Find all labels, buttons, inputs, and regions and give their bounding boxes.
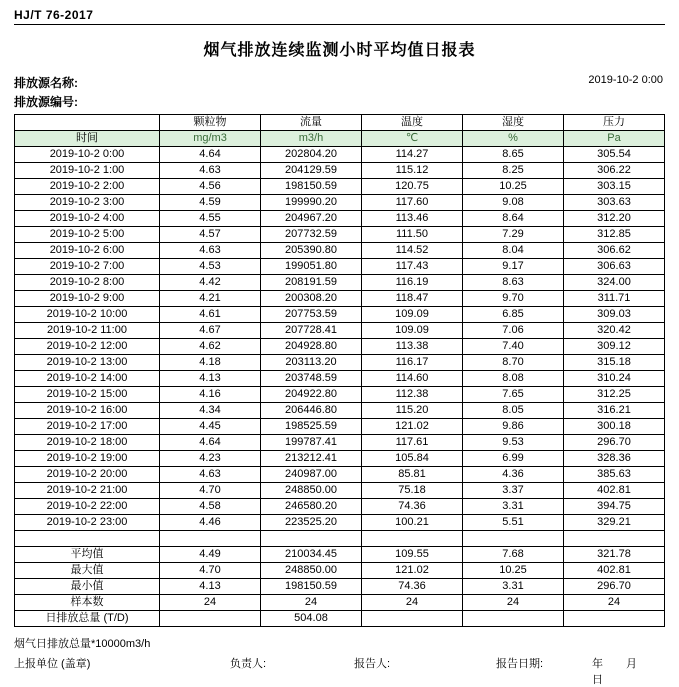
footer-responsible: 负责人: [230,658,267,670]
table-row [15,467,665,483]
row-value-3: 117.43 [362,259,463,275]
column-header-2: 流量 [261,115,362,131]
row-time: 2019-10-2 11:00 [15,323,160,339]
row-value-2: 205390.80 [261,243,362,259]
row-value-4: 3.37 [463,483,564,499]
row-time: 2019-10-2 10:00 [15,307,160,323]
row-time: 2019-10-2 14:00 [15,371,160,387]
row-time: 2019-10-2 8:00 [15,275,160,291]
row-value-1: 4.63 [160,163,261,179]
table-unit-row [15,131,665,147]
row-time: 2019-10-2 23:00 [15,515,160,531]
row-time: 2019-10-2 7:00 [15,259,160,275]
row-value-4: 8.05 [463,403,564,419]
row-value-2: 223525.20 [261,515,362,531]
table-header-row [15,115,665,131]
summary-value-3: 109.55 [362,547,463,563]
row-value-2: 207728.41 [261,323,362,339]
row-value-2: 203113.20 [261,355,362,371]
row-value-5: 394.75 [564,499,665,515]
table-row [15,387,665,403]
summary-row [15,563,665,579]
row-value-3: 100.21 [362,515,463,531]
row-value-2: 248850.00 [261,483,362,499]
row-time: 2019-10-2 15:00 [15,387,160,403]
table-row [15,339,665,355]
header-corner-cell [15,115,160,131]
row-time: 2019-10-2 13:00 [15,355,160,371]
row-value-5: 300.18 [564,419,665,435]
row-value-1: 4.23 [160,451,261,467]
row-value-1: 4.70 [160,483,261,499]
summary-label: 平均值 [15,547,160,563]
row-value-1: 4.53 [160,259,261,275]
header-divider [14,24,665,25]
row-value-4: 10.25 [463,179,564,195]
row-value-4: 8.65 [463,147,564,163]
table-spacer-row [15,531,665,547]
row-value-5: 316.21 [564,403,665,419]
row-value-5: 309.12 [564,339,665,355]
row-value-1: 4.63 [160,467,261,483]
table-row [15,371,665,387]
row-value-3: 118.47 [362,291,463,307]
row-value-2: 200308.20 [261,291,362,307]
row-value-1: 4.42 [160,275,261,291]
row-time: 2019-10-2 20:00 [15,467,160,483]
row-value-4: 3.31 [463,499,564,515]
row-value-5: 311.71 [564,291,665,307]
row-value-3: 75.18 [362,483,463,499]
row-value-5: 320.42 [564,323,665,339]
row-time: 2019-10-2 3:00 [15,195,160,211]
daily-total-value-4 [463,611,564,627]
summary-value-4: 10.25 [463,563,564,579]
row-value-1: 4.56 [160,179,261,195]
row-value-4: 9.53 [463,435,564,451]
table-row [15,291,665,307]
row-value-3: 105.84 [362,451,463,467]
row-value-2: 198525.59 [261,419,362,435]
summary-value-2: 210034.45 [261,547,362,563]
summary-value-3: 121.02 [362,563,463,579]
table-row [15,179,665,195]
row-value-3: 114.60 [362,371,463,387]
row-value-3: 115.12 [362,163,463,179]
row-value-5: 315.18 [564,355,665,371]
row-value-4: 5.51 [463,515,564,531]
row-value-3: 121.02 [362,419,463,435]
table-row [15,227,665,243]
summary-value-3: 74.36 [362,579,463,595]
row-value-3: 113.38 [362,339,463,355]
row-value-4: 8.70 [463,355,564,371]
row-value-3: 74.36 [362,499,463,515]
summary-value-1: 24 [160,595,261,611]
row-value-4: 7.06 [463,323,564,339]
summary-value-1: 4.70 [160,563,261,579]
table-row [15,451,665,467]
row-value-3: 115.20 [362,403,463,419]
table-row [15,195,665,211]
daily-total-value-3 [362,611,463,627]
spacer-cell [564,531,665,547]
row-value-3: 114.52 [362,243,463,259]
row-value-5: 402.81 [564,483,665,499]
row-value-1: 4.55 [160,211,261,227]
summary-value-3: 24 [362,595,463,611]
row-value-5: 329.21 [564,515,665,531]
row-value-1: 4.59 [160,195,261,211]
row-value-4: 9.08 [463,195,564,211]
summary-row [15,579,665,595]
summary-label: 最大值 [15,563,160,579]
row-time: 2019-10-2 17:00 [15,419,160,435]
row-value-1: 4.21 [160,291,261,307]
row-value-5: 296.70 [564,435,665,451]
row-value-5: 385.63 [564,467,665,483]
row-value-3: 116.17 [362,355,463,371]
row-value-3: 114.27 [362,147,463,163]
row-value-4: 4.36 [463,467,564,483]
row-value-1: 4.46 [160,515,261,531]
table-row [15,163,665,179]
source-id-label: 排放源编号: [14,95,78,109]
row-value-1: 4.18 [160,355,261,371]
row-value-3: 120.75 [362,179,463,195]
row-value-2: 198150.59 [261,179,362,195]
row-value-4: 6.99 [463,451,564,467]
row-value-1: 4.58 [160,499,261,515]
row-time: 2019-10-2 12:00 [15,339,160,355]
row-value-4: 7.29 [463,227,564,243]
summary-value-5: 402.81 [564,563,665,579]
source-name-label: 排放源名称: [14,76,78,90]
table-row [15,355,665,371]
row-value-5: 306.62 [564,243,665,259]
row-value-2: 204967.20 [261,211,362,227]
row-value-1: 4.64 [160,147,261,163]
row-value-3: 117.61 [362,435,463,451]
row-value-3: 116.19 [362,275,463,291]
spacer-cell [463,531,564,547]
row-value-4: 9.70 [463,291,564,307]
row-value-2: 199787.41 [261,435,362,451]
daily-total-row [15,611,665,627]
row-value-1: 4.16 [160,387,261,403]
row-value-3: 113.46 [362,211,463,227]
row-value-1: 4.45 [160,419,261,435]
table-row [15,307,665,323]
row-value-2: 204928.80 [261,339,362,355]
summary-value-1: 4.13 [160,579,261,595]
row-value-3: 112.38 [362,387,463,403]
row-value-3: 111.50 [362,227,463,243]
row-value-4: 8.04 [463,243,564,259]
row-value-5: 309.03 [564,307,665,323]
column-unit-4: % [463,131,564,147]
row-value-2: 208191.59 [261,275,362,291]
row-value-5: 328.36 [564,451,665,467]
footer [14,635,665,686]
daily-total-value-5 [564,611,665,627]
row-value-4: 6.85 [463,307,564,323]
row-value-2: 206446.80 [261,403,362,419]
row-time: 2019-10-2 18:00 [15,435,160,451]
footer-note: 烟气日排放总量*10000m3/h [14,638,151,650]
row-value-4: 8.25 [463,163,564,179]
footer-report-date: 报告日期: [496,658,544,670]
row-value-2: 203748.59 [261,371,362,387]
column-unit-3: ℃ [362,131,463,147]
row-value-1: 4.64 [160,435,261,451]
row-value-4: 7.40 [463,339,564,355]
row-value-5: 303.15 [564,179,665,195]
row-value-5: 306.22 [564,163,665,179]
summary-label: 样本数 [15,595,160,611]
summary-value-5: 321.78 [564,547,665,563]
column-unit-2: m3/h [261,131,362,147]
summary-value-4: 24 [463,595,564,611]
column-header-1: 颗粒物 [160,115,261,131]
row-value-5: 324.00 [564,275,665,291]
table-row [15,483,665,499]
row-value-2: 207732.59 [261,227,362,243]
column-header-3: 温度 [362,115,463,131]
row-value-2: 202804.20 [261,147,362,163]
row-time: 2019-10-2 1:00 [15,163,160,179]
summary-value-2: 198150.59 [261,579,362,595]
table-row [15,147,665,163]
table-row [15,419,665,435]
table-row [15,243,665,259]
row-value-1: 4.62 [160,339,261,355]
summary-value-2: 24 [261,595,362,611]
table-row [15,499,665,515]
summary-row [15,547,665,563]
measurements-table [14,114,665,627]
row-value-5: 305.54 [564,147,665,163]
row-value-2: 246580.20 [261,499,362,515]
row-value-3: 117.60 [362,195,463,211]
table-row [15,259,665,275]
row-value-3: 85.81 [362,467,463,483]
row-value-4: 8.64 [463,211,564,227]
summary-row [15,595,665,611]
table-row [15,211,665,227]
row-value-1: 4.57 [160,227,261,243]
column-unit-5: Pa [564,131,665,147]
summary-value-5: 24 [564,595,665,611]
table-row [15,435,665,451]
footer-reporter: 报告人: [354,658,391,670]
row-time: 2019-10-2 4:00 [15,211,160,227]
meta-row [14,74,665,112]
row-value-5: 310.24 [564,371,665,387]
row-value-2: 207753.59 [261,307,362,323]
row-value-1: 4.67 [160,323,261,339]
row-value-2: 240987.00 [261,467,362,483]
row-time: 2019-10-2 16:00 [15,403,160,419]
row-value-4: 8.63 [463,275,564,291]
spacer-cell [362,531,463,547]
row-time: 2019-10-2 9:00 [15,291,160,307]
row-time: 2019-10-2 0:00 [15,147,160,163]
row-value-4: 8.08 [463,371,564,387]
row-value-2: 213212.41 [261,451,362,467]
summary-value-4: 7.68 [463,547,564,563]
daily-total-value-1 [160,611,261,627]
column-header-5: 压力 [564,115,665,131]
table-row [15,323,665,339]
row-time: 2019-10-2 2:00 [15,179,160,195]
row-value-1: 4.61 [160,307,261,323]
spacer-cell [15,531,160,547]
row-value-2: 199990.20 [261,195,362,211]
row-time: 2019-10-2 22:00 [15,499,160,515]
summary-value-4: 3.31 [463,579,564,595]
row-value-4: 9.17 [463,259,564,275]
summary-value-2: 248850.00 [261,563,362,579]
summary-label: 最小值 [15,579,160,595]
column-header-4: 湿度 [463,115,564,131]
daily-total-label: 日排放总量 (T/D) [15,611,160,627]
footer-ymd: 年 月 日 [592,658,648,686]
summary-value-5: 296.70 [564,579,665,595]
row-value-4: 7.65 [463,387,564,403]
spacer-cell [261,531,362,547]
table-row [15,275,665,291]
row-value-1: 4.63 [160,243,261,259]
page-title: 烟气排放连续监测小时平均值日报表 [203,42,476,59]
daily-total-value-2: 504.08 [261,611,362,627]
row-value-2: 204922.80 [261,387,362,403]
spacer-cell [160,531,261,547]
std-code-line [14,6,665,24]
row-time: 2019-10-2 5:00 [15,227,160,243]
row-value-3: 109.09 [362,307,463,323]
row-value-3: 109.09 [362,323,463,339]
table-row [15,515,665,531]
row-value-5: 312.85 [564,227,665,243]
summary-value-1: 4.49 [160,547,261,563]
row-time: 2019-10-2 6:00 [15,243,160,259]
row-value-5: 303.63 [564,195,665,211]
row-value-1: 4.34 [160,403,261,419]
column-unit-1: mg/m3 [160,131,261,147]
footer-reporting-unit: 上报单位 (盖章) [14,658,91,670]
standard-code: HJ/T 76-2017 [14,8,94,22]
row-value-2: 204129.59 [261,163,362,179]
row-time: 2019-10-2 19:00 [15,451,160,467]
row-value-5: 306.63 [564,259,665,275]
row-time: 2019-10-2 21:00 [15,483,160,499]
row-value-2: 199051.80 [261,259,362,275]
row-value-5: 312.25 [564,387,665,403]
table-row [15,403,665,419]
row-value-4: 9.86 [463,419,564,435]
row-value-1: 4.13 [160,371,261,387]
row-value-5: 312.20 [564,211,665,227]
report-datetime: 2019-10-2 0:00 [588,74,663,86]
time-column-header: 时间 [15,131,160,147]
